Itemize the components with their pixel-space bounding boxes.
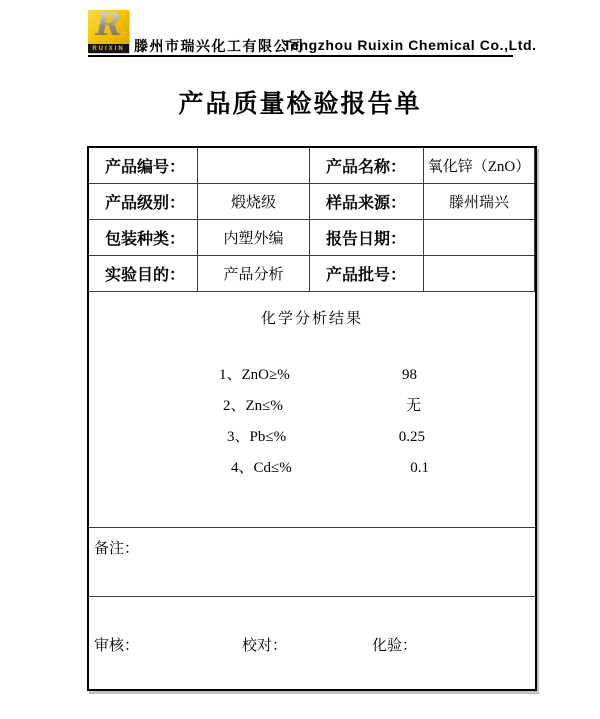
field-value xyxy=(424,256,535,291)
field-value xyxy=(198,148,310,183)
info-row xyxy=(89,184,535,220)
field-value: 产品分析 xyxy=(198,256,310,291)
analysis-item xyxy=(219,365,417,385)
analysis-item-label: 3、Pb≤% xyxy=(227,429,287,445)
remarks-cell xyxy=(89,528,535,597)
analysis-item-label: 1、ZnO≥% xyxy=(219,367,290,383)
report-title: 产品质量检验报告单 xyxy=(178,90,422,118)
info-row xyxy=(89,220,535,256)
field-label: 样品来源： xyxy=(310,184,424,219)
analysis-items xyxy=(89,365,535,478)
signature-label: 审核： xyxy=(94,638,140,654)
field-value: 内塑外编 xyxy=(198,220,310,255)
logo-brand-text: RUIXIN xyxy=(88,44,129,53)
remarks-label: 备注： xyxy=(94,541,140,557)
field-label: 产品名称： xyxy=(310,148,424,183)
field-value: 煅烧级 xyxy=(198,184,310,219)
field-value: 滕州瑞兴 xyxy=(424,184,535,219)
analysis-item-value: 0.25 xyxy=(398,429,425,445)
analysis-item-value: 98 xyxy=(402,367,417,383)
signature-row xyxy=(89,597,535,689)
analysis-title: 化学分析结果 xyxy=(260,311,363,327)
field-label: 产品编号： xyxy=(89,148,198,183)
field-value xyxy=(424,220,535,255)
analysis-item-label: 4、Cd≤% xyxy=(231,460,292,476)
analysis-item xyxy=(227,427,425,447)
header-divider xyxy=(88,55,513,57)
analysis-item-label: 2、Zn≤% xyxy=(223,398,283,414)
company-name-en: Tengzhou Ruixin Chemical Co.,Ltd. xyxy=(283,37,537,53)
analysis-section xyxy=(89,292,535,528)
analysis-item xyxy=(223,396,421,416)
report-table xyxy=(87,146,537,691)
field-label: 实验目的： xyxy=(89,256,198,291)
signature-label: 化验： xyxy=(372,638,418,654)
company-logo xyxy=(88,7,129,53)
analysis-item-value: 0.1 xyxy=(410,460,429,476)
company-name-zh: 滕州市瑞兴化工有限公司 xyxy=(134,40,305,55)
info-row xyxy=(89,256,535,292)
field-label: 产品批号： xyxy=(310,256,424,291)
info-rows xyxy=(89,148,535,292)
field-label: 报告日期： xyxy=(310,220,424,255)
field-label: 产品级别： xyxy=(89,184,198,219)
analysis-item xyxy=(231,458,429,478)
info-row xyxy=(89,148,535,184)
signature-label: 校对： xyxy=(242,638,288,654)
field-label: 包装种类： xyxy=(89,220,198,255)
field-value: 氧化锌（ZnO） xyxy=(424,148,535,183)
logo-r-letter: R xyxy=(88,7,129,43)
analysis-item-value: 无 xyxy=(405,398,421,414)
